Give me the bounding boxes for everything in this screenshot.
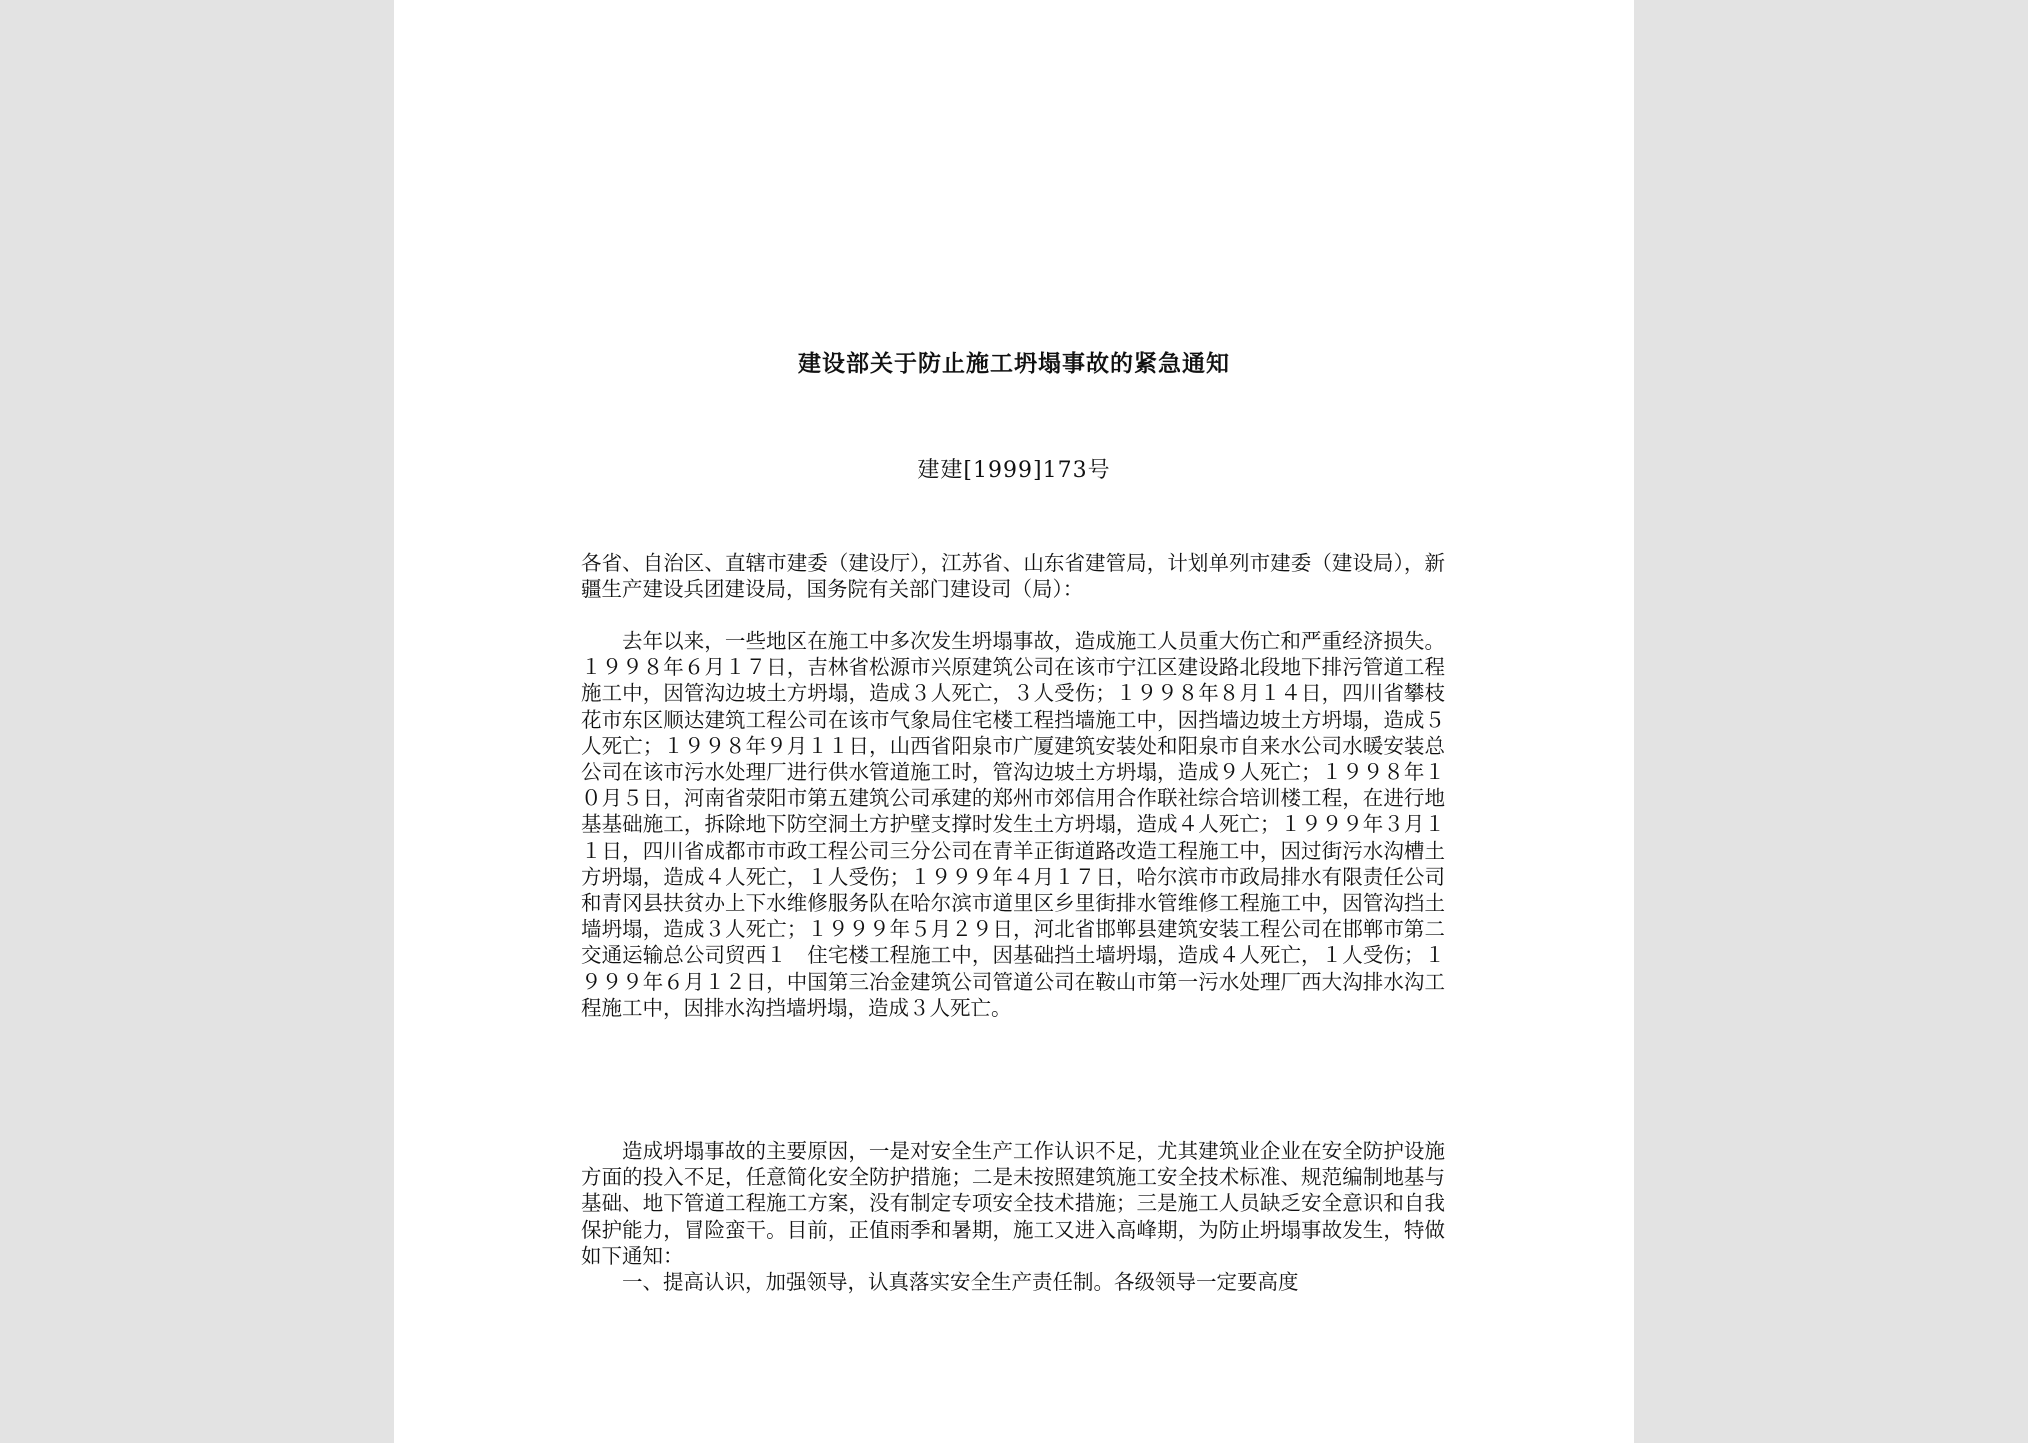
body-paragraph-group [581,1138,1445,1295]
document-title: 建设部关于防止施工坍塌事故的紧急通知 [798,350,1230,377]
body-paragraph-1: 去年以来，一些地区在施工中多次发生坍塌事故，造成施工人员重大伤亡和严重经济损失。１９９８年６月１７日，吉林省松源市兴原建筑公司在该市宁江区建设路北段地下排污管道工程施工中，因管沟边坡土方坍塌，造成３人死亡，３人受伤；１９９８年８月１４日，四川省攀枝花市东区顺达建筑工程公司在该市气象局住宅楼工程挡墙施工中，因挡墙边坡土方坍塌，造成５人死亡；１９９８年９月１１日，山西省阳泉市广厦建筑安装处和阳泉市自来水公司水暖安装总公司在该市污水处理厂进行供水管道施工时，管沟边坡土方坍塌，造成９人死亡；１９９８年１０月５日，河南省荥阳市第五建筑公司承建的郑州市郊信用合作联社综合培训楼工程，在进行地基基础施工，拆除地下防空洞土方护壁支撑时发生土方坍塌，造成４人死亡；１９９９年３月１１日，四川省成都市市政工程公司三分公司在青羊正街道路改造工程施工中，因过街污水沟槽土方坍塌，造成４人死亡，１人受伤；１９９９年４月１７日，哈尔滨市市政局排水有限责任公司和青冈县扶贫办上下水维修服务队在哈尔滨市道里区乡里街排水管维修工程施工中，因管沟挡土墙坍塌，造成３人死亡；１９９９年５月２９日，河北省邯郸县建筑安装工程公司在邯郸市第二交通运输总公司贸西１ 住宅楼工程施工中，因基础挡土墙坍塌，造成４人死亡，１人受伤；１９９９年６月１２日，中国第三冶金建筑公司管道公司在鞍山市第一污水处理厂西大沟排水沟工程施工中，因排水沟挡墙坍塌，造成３人死亡。 [581,629,1445,1020]
document-page [394,0,1634,1443]
body-paragraph-2: 造成坍塌事故的主要原因，一是对安全生产工作认识不足，尤其建筑业企业在安全防护设施方面的投入不足，任意简化安全防护措施；二是未按照建筑施工安全技术标准、规范编制地基与基础、地下管道工程施工方案，没有制定专项安全技术措施；三是施工人员缺乏安全意识和自我保护能力，冒险蛮干。目前，正值雨季和暑期，施工又进入高峰期，为防止坍塌事故发生，特做如下通知： [581,1139,1445,1268]
addressee-paragraph: 各省、自治区、直辖市建委（建设厅），江苏省、山东省建管局，计划单列市建委（建设局），新疆生产建设兵团建设局，国务院有关部门建设司（局）： [581,551,1445,602]
document-number: 建建[1999]173号 [917,458,1111,483]
body-paragraph-3: 一、提高认识，加强领导，认真落实安全生产责任制。各级领导一定要高度 [622,1270,1299,1295]
